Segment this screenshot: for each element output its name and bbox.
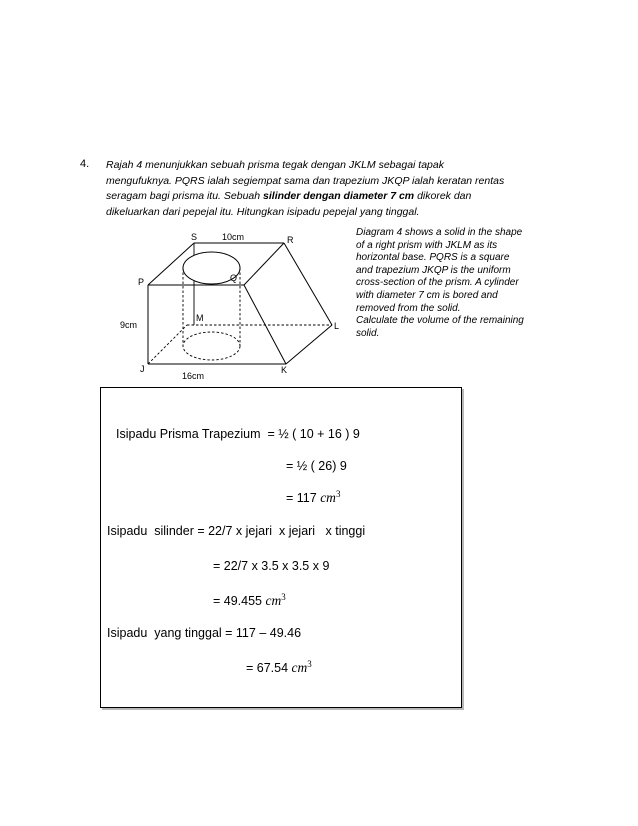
label-M: M (196, 313, 204, 323)
label-top-length: 10cm (222, 232, 245, 242)
question-text-malay (106, 158, 576, 220)
label-base-length: 16cm (182, 371, 205, 381)
answer-line-1: Isipadu Prisma Trapezium = ½ ( 10 + 16 ) 9 (116, 427, 360, 441)
label-R: R (287, 235, 294, 245)
answer-line-8-unit: cm (291, 660, 308, 676)
label-K: K (281, 365, 288, 375)
english-line-1: Diagram 4 shows a solid in the shape (356, 227, 523, 238)
label-P: P (138, 277, 145, 287)
english-line-7: removed from the solid. (356, 302, 461, 314)
answer-line-8 (246, 659, 312, 676)
edge-RL (284, 243, 332, 325)
edge-JM-hidden (148, 325, 187, 364)
malay-line-4: dikeluarkan dari pepejal itu. Hitungkan isipadu pepejal yang tinggal. (106, 205, 420, 218)
answer-line-2: = ½ ( 26) 9 (286, 459, 347, 473)
english-line-5: cross-section of the prism. A cylinder (356, 277, 519, 289)
answer-line-6 (213, 592, 286, 609)
malay-line-1: Rajah 4 menunjukkan sebuah prisma tegak dengan JKLM sebagai tapak (106, 159, 444, 171)
answer-line-8-value: = 67.54 (246, 661, 292, 676)
answer-line-6-power: 3 (281, 592, 286, 602)
english-line-2: of a right prism with JKLM as its (356, 239, 498, 251)
malay-line-3-part-1: seragam bagi prisma itu. Sebuah (106, 190, 264, 202)
english-line-8: Calculate the volume of the remaining (356, 315, 524, 327)
answer-line-3-value: = 117 (286, 491, 321, 506)
cylinder-bottom-ellipse (183, 332, 240, 360)
english-line-4: and trapezium JKQP is the uniform (356, 264, 511, 276)
answer-line-3-power: 3 (335, 489, 341, 499)
edge-RQ (244, 243, 284, 285)
malay-line-2: mengufuknya. PQRS ialah segiempat sama dan trapezium JKQP ialah keratan rentas (106, 174, 505, 187)
label-height: 9cm (120, 320, 138, 330)
edge-QK (244, 285, 286, 364)
label-J: J (140, 364, 145, 374)
answer-line-7: Isipadu yang tinggal = 117 – 49.46 (107, 626, 302, 640)
label-S: S (191, 232, 198, 242)
question-text-english (356, 227, 556, 340)
answer-line-6-value: = 49.455 (213, 594, 266, 609)
edge-KL (286, 325, 332, 364)
answer-line-3-unit: cm (320, 490, 336, 506)
malay-line-3-bold: silinder dengan diameter 7 cm (263, 190, 415, 202)
english-line-6: with diameter 7 cm is bored and (356, 289, 498, 301)
english-line-9: solid. (356, 327, 380, 339)
label-Q: Q (230, 273, 238, 283)
prism-diagram (110, 228, 350, 388)
label-L: L (334, 321, 340, 331)
answer-line-5: = 22/7 x 3.5 x 3.5 x 9 (213, 559, 330, 573)
answer-line-4: Isipadu silinder = 22/7 x jejari x jejari x tinggi (107, 524, 366, 538)
malay-line-3 (106, 189, 576, 205)
question-number: 4. (80, 158, 90, 170)
answer-line-3 (286, 489, 340, 506)
answer-line-8-power: 3 (307, 659, 312, 669)
malay-line-3-part-2: dikorek dan (414, 190, 472, 202)
answer-line-6-unit: cm (265, 593, 282, 609)
english-line-3: horizontal base. PQRS is a square (356, 252, 510, 264)
